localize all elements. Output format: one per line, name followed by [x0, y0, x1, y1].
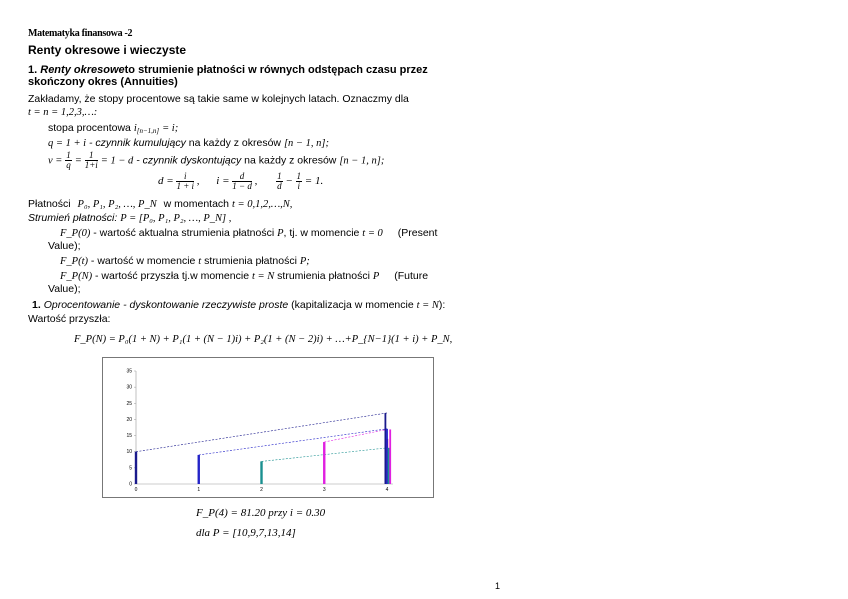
growth-line	[136, 413, 387, 452]
v-fraction-2: $\frac{1}{1+i}$	[84, 150, 98, 170]
future-value-formula: F_P(N) = P₀(1 + N) + P₁(1 + (N − 1)i) + P₂(1 + (N − 2)i) + …+P_{N−1}(1 + i) + P_N,	[74, 334, 453, 345]
pv-symbol: F_P(0)	[60, 228, 91, 239]
future-value-line	[60, 270, 428, 283]
fv-text: - wartość przyszła tj.w momencie	[95, 270, 250, 282]
rate-symbol: i	[133, 123, 137, 134]
rate-label: stopa procentowa	[48, 122, 131, 134]
x-tick-label: 2	[260, 487, 263, 493]
payment-bar	[323, 442, 325, 484]
fv-t: t = N	[251, 271, 275, 282]
x-tick-label: 4	[385, 487, 389, 493]
rel-i: i =	[216, 175, 230, 188]
pv-english: (Present	[397, 227, 438, 239]
y-tick-label: 10	[126, 449, 132, 456]
subsection-italic: Oprocentowanie - dyskontowanie rzeczywiste proste	[43, 299, 289, 311]
result-line-1: F_P(4) = 81.20 przy i = 0.30	[196, 507, 326, 519]
pv-t: t = 0	[362, 228, 383, 239]
rate-subscript: [n−1,n]	[136, 127, 160, 135]
future-value-bar	[386, 429, 388, 484]
fv-p: P	[372, 271, 380, 282]
stream-expression: P = [P₀, P₁, P₂, …, P_N] ,	[120, 213, 232, 224]
future-value-bar	[388, 448, 390, 484]
section-number: 1.	[28, 64, 38, 76]
ft-symbol: F_P(t)	[60, 256, 88, 267]
y-tick-label: 20	[126, 416, 132, 423]
future-value-bar	[385, 413, 387, 484]
ft-p: P;	[299, 256, 310, 267]
rel-last-eq: = 1.	[304, 175, 324, 188]
future-value-bar	[389, 429, 391, 484]
payments-when: w momentach	[163, 198, 230, 210]
payments-expression: P₀, P₁, P₂, …, P_N	[77, 199, 157, 210]
payments-label: Płatności	[28, 198, 71, 210]
subsection-t: t = N	[416, 300, 439, 311]
fv-text2: strumienia płatności	[277, 270, 370, 282]
pv-text2: , tj. w momencie	[283, 227, 360, 239]
subsection-number: 1.	[32, 299, 41, 311]
v-description: - czynnik dyskontujący	[133, 154, 242, 167]
payments-t: t = 0,1,2,…,N,	[231, 199, 293, 210]
subsection-end: ):	[438, 299, 446, 311]
pv-p: P	[277, 228, 284, 239]
v-tail: na każdy z okresów	[244, 154, 337, 167]
y-tick-label: 30	[126, 384, 132, 391]
future-value-label: Wartość przyszła:	[28, 313, 111, 325]
rel-last-fraction-1: $\frac{1}{d}$	[277, 171, 282, 191]
value-at-t-line	[60, 255, 310, 268]
v-line: v = $\frac{1}{q}$ = $\frac{1}{1+i}$ = 1 − d - czynnik dyskontujący na każdy z okresów [n − 1, n];	[48, 150, 385, 170]
q-tail: na każdy z okresów	[188, 137, 282, 149]
q-line	[48, 137, 329, 150]
y-tick-label: 0	[129, 481, 132, 488]
rel-d-fraction: $\frac{i}{1 + i}$	[176, 171, 195, 191]
subsection-1-line	[32, 299, 445, 312]
y-tick-label: 25	[126, 400, 132, 407]
stream-label: Strumień płatności:	[28, 212, 118, 224]
section-1-heading-line2: skończony okres (Annuities)	[28, 76, 178, 88]
y-tick-label: 5	[129, 465, 132, 472]
fv-english: (Future	[394, 270, 429, 282]
doc-title: Matematyka finansowa -2	[28, 28, 133, 39]
section-italic: Renty okresowe	[40, 64, 125, 76]
y-tick-label: 35	[126, 368, 132, 375]
present-value-line	[60, 227, 437, 240]
ft-text: - wartość w momencie	[90, 255, 196, 267]
future-value-line2: Value);	[48, 283, 81, 295]
y-tick-label: 15	[126, 433, 132, 440]
q-description: - czynnik kumulujący	[86, 137, 186, 149]
v-mid: = 1 − d	[100, 155, 134, 167]
result-line-2: dla P = [10,9,7,13,14]	[196, 527, 296, 539]
chart-svg	[103, 358, 433, 497]
fv-symbol: F_P(N)	[60, 271, 93, 282]
ft-text2: strumienia płatności	[204, 255, 297, 267]
rate-tail: = i;	[162, 123, 179, 134]
pv-text: - wartość aktualna strumienia płatności	[93, 227, 275, 239]
x-tick-label: 0	[134, 487, 138, 493]
x-tick-label: 1	[197, 487, 201, 493]
ft-t: t	[198, 256, 202, 267]
rel-d: d =	[158, 175, 174, 188]
payment-bar	[260, 461, 262, 484]
present-value-line2: Value);	[48, 240, 81, 252]
subsection-rest: (kapitalizacja w momencie	[291, 299, 414, 311]
rel-last-fraction-2: $\frac{1}{i}$	[296, 171, 302, 191]
growth-line	[199, 429, 387, 455]
payment-bar	[198, 455, 200, 484]
q-interval: [n − 1, n];	[283, 138, 329, 149]
intro-line-1: Zakładamy, że stopy procentowe są takie same w kolejnych latach. Oznaczmy dla	[28, 93, 409, 105]
payments-chart	[102, 357, 434, 498]
v-expression: v =	[48, 155, 63, 167]
v-fraction-1: $\frac{1}{q}$	[66, 150, 71, 170]
x-tick-label: 3	[322, 487, 326, 493]
payment-bar	[135, 452, 137, 484]
v-interval: [n − 1, n];	[339, 155, 385, 167]
stream-line	[28, 212, 231, 225]
intro-line-2: t = n = 1,2,3,…:	[28, 107, 98, 118]
doc-subtitle: Renty okresowe i wieczyste	[28, 43, 187, 57]
relations-line: d = $\frac{i}{1 + i}$ , i = $\frac{d}{1 - d}$ , $\frac{1}{d}$ − $\frac{1}{i}$ = 1.	[158, 171, 324, 191]
growth-line	[324, 429, 387, 442]
rate-line	[48, 122, 178, 138]
section-rest: to strumienie płatności w równych odstępach czasu przez	[124, 64, 428, 76]
payments-line	[28, 198, 292, 211]
page-number: 1	[495, 581, 501, 591]
rel-i-fraction: $\frac{d}{1 - d}$	[232, 171, 252, 191]
q-expression: q = 1 + i	[48, 138, 87, 149]
